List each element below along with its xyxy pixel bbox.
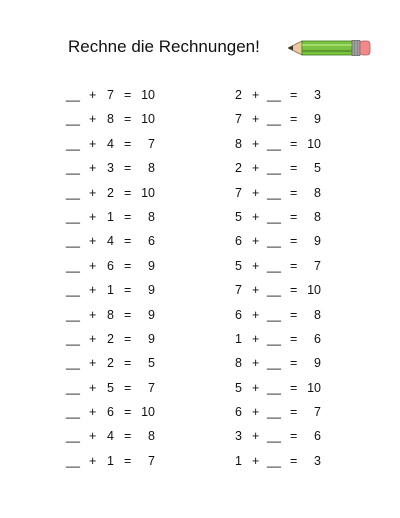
answer-blank[interactable]: __ [267, 88, 281, 102]
answer-blank[interactable]: __ [66, 185, 80, 200]
plus-sign: + [252, 258, 260, 273]
answer-blank[interactable]: __ [267, 380, 281, 395]
plus-sign: + [252, 307, 260, 322]
equation-row [60, 107, 200, 131]
plus-sign: + [89, 185, 97, 200]
equals-sign: = [124, 136, 132, 151]
answer-blank[interactable]: __ [66, 283, 80, 298]
equals-sign: = [124, 405, 132, 420]
sum: 8 [148, 429, 155, 444]
plus-sign: + [252, 185, 260, 200]
equation-row [60, 205, 200, 229]
first-addend: 7 [235, 112, 242, 127]
sum: 5 [148, 356, 155, 371]
equation-row [228, 351, 368, 375]
plus-sign: + [252, 209, 260, 224]
answer-blank[interactable]: __ [267, 283, 281, 298]
sum: 10 [307, 136, 321, 151]
answer-blank[interactable]: __ [66, 380, 80, 395]
equals-sign: = [124, 185, 132, 200]
equals-sign: = [124, 380, 132, 395]
second-addend: 8 [107, 112, 114, 127]
second-addend: 1 [107, 453, 114, 468]
plus-sign: + [252, 283, 260, 298]
equation-row [60, 351, 200, 375]
sum: 8 [148, 161, 155, 176]
second-addend: 2 [107, 356, 114, 371]
equals-sign: = [290, 331, 298, 346]
equation-row [228, 132, 368, 156]
first-addend: 5 [235, 209, 242, 224]
equation-row [60, 181, 200, 205]
equals-sign: = [124, 112, 132, 127]
sum: 9 [148, 331, 155, 346]
sum: 7 [314, 405, 321, 420]
plus-sign: + [89, 209, 97, 224]
sum: 10 [307, 380, 321, 395]
answer-blank[interactable]: __ [267, 234, 281, 249]
plus-sign: + [89, 405, 97, 420]
equals-sign: = [290, 112, 298, 127]
answer-blank[interactable]: __ [267, 429, 281, 444]
first-addend: 8 [235, 136, 242, 151]
equation-row [228, 205, 368, 229]
sum: 7 [148, 380, 155, 395]
plus-sign: + [89, 136, 97, 151]
equals-sign: = [124, 209, 132, 224]
equals-sign: = [124, 88, 132, 102]
answer-blank[interactable]: __ [267, 136, 281, 151]
first-addend: 2 [235, 161, 242, 176]
answer-blank[interactable]: __ [66, 258, 80, 273]
equation-row [60, 229, 200, 253]
equation-row [228, 107, 368, 131]
plus-sign: + [89, 331, 97, 346]
sum: 6 [314, 429, 321, 444]
second-addend: 6 [107, 405, 114, 420]
answer-blank[interactable]: __ [267, 307, 281, 322]
second-addend: 4 [107, 234, 114, 249]
second-addend: 1 [107, 209, 114, 224]
second-addend: 1 [107, 283, 114, 298]
equals-sign: = [124, 307, 132, 322]
sum: 10 [307, 283, 321, 298]
answer-blank[interactable]: __ [66, 136, 80, 151]
equals-sign: = [124, 283, 132, 298]
plus-sign: + [89, 429, 97, 444]
sum: 7 [148, 136, 155, 151]
sum: 9 [148, 307, 155, 322]
equals-sign: = [290, 380, 298, 395]
sum: 10 [141, 405, 155, 420]
answer-blank[interactable]: __ [66, 307, 80, 322]
equals-sign: = [290, 453, 298, 468]
equation-row [228, 278, 368, 302]
sum: 7 [148, 453, 155, 468]
sum: 7 [314, 258, 321, 273]
equation-row [228, 156, 368, 180]
plus-sign: + [252, 161, 260, 176]
equals-sign: = [290, 234, 298, 249]
equals-sign: = [124, 331, 132, 346]
first-addend: 7 [235, 283, 242, 298]
answer-blank[interactable]: __ [66, 112, 80, 127]
equals-sign: = [290, 209, 298, 224]
equation-row [60, 424, 200, 448]
equals-sign: = [290, 161, 298, 176]
equation-row [228, 303, 368, 327]
first-addend: 1 [235, 453, 242, 468]
answer-blank[interactable]: __ [66, 453, 80, 468]
answer-blank[interactable]: __ [267, 453, 281, 468]
equals-sign: = [290, 136, 298, 151]
right-exercise-column [228, 83, 368, 473]
plus-sign: + [252, 234, 260, 249]
plus-sign: + [89, 88, 97, 102]
equals-sign: = [290, 307, 298, 322]
equation-row [60, 376, 200, 400]
plus-sign: + [89, 234, 97, 249]
equation-row [60, 327, 200, 351]
page-title: Rechne die Rechnungen! [68, 37, 260, 56]
sum: 8 [148, 209, 155, 224]
plus-sign: + [252, 380, 260, 395]
sum: 8 [314, 209, 321, 224]
answer-blank[interactable]: __ [267, 331, 281, 346]
sum: 3 [314, 453, 321, 468]
sum: 10 [141, 112, 155, 127]
second-addend: 6 [107, 258, 114, 273]
equation-row [60, 303, 200, 327]
second-addend: 7 [107, 88, 114, 102]
answer-blank[interactable]: __ [66, 161, 80, 176]
first-addend: 2 [235, 88, 242, 102]
answer-blank[interactable]: __ [66, 88, 80, 102]
sum: 9 [314, 112, 321, 127]
equals-sign: = [124, 453, 132, 468]
sum: 8 [314, 185, 321, 200]
first-addend: 6 [235, 234, 242, 249]
plus-sign: + [89, 283, 97, 298]
answer-blank[interactable]: __ [267, 356, 281, 371]
equation-row [228, 181, 368, 205]
plus-sign: + [89, 453, 97, 468]
equals-sign: = [124, 161, 132, 176]
equation-row [60, 278, 200, 302]
plus-sign: + [252, 88, 260, 102]
second-addend: 8 [107, 307, 114, 322]
answer-blank[interactable]: __ [66, 331, 80, 346]
sum: 10 [141, 185, 155, 200]
equals-sign: = [290, 185, 298, 200]
equation-row [228, 400, 368, 424]
answer-blank[interactable]: __ [267, 258, 281, 273]
second-addend: 4 [107, 136, 114, 151]
equals-sign: = [124, 356, 132, 371]
sum: 5 [314, 161, 321, 176]
first-addend: 5 [235, 380, 242, 395]
plus-sign: + [89, 380, 97, 395]
equation-row [228, 424, 368, 448]
first-addend: 3 [235, 429, 242, 444]
equation-row [228, 376, 368, 400]
answer-blank[interactable]: __ [66, 209, 80, 224]
equation-row [228, 229, 368, 253]
sum: 8 [314, 307, 321, 322]
plus-sign: + [89, 307, 97, 322]
first-addend: 6 [235, 405, 242, 420]
second-addend: 2 [107, 185, 114, 200]
plus-sign: + [252, 112, 260, 127]
equation-row [228, 327, 368, 351]
pencil-icon [288, 37, 372, 59]
first-addend: 1 [235, 331, 242, 346]
plus-sign: + [89, 161, 97, 176]
answer-blank[interactable]: __ [267, 405, 281, 420]
equation-row [60, 449, 200, 473]
plus-sign: + [252, 331, 260, 346]
equation-row [60, 156, 200, 180]
plus-sign: + [89, 356, 97, 371]
equals-sign: = [290, 429, 298, 444]
first-addend: 8 [235, 356, 242, 371]
sum: 9 [314, 356, 321, 371]
plus-sign: + [252, 429, 260, 444]
first-addend: 6 [235, 307, 242, 322]
plus-sign: + [252, 136, 260, 151]
equals-sign: = [290, 356, 298, 371]
second-addend: 5 [107, 380, 114, 395]
answer-blank[interactable]: __ [66, 429, 80, 444]
first-addend: 7 [235, 185, 242, 200]
equation-row [228, 254, 368, 278]
answer-blank[interactable]: __ [267, 209, 281, 224]
sum: 6 [148, 234, 155, 249]
equation-row [60, 132, 200, 156]
equals-sign: = [124, 258, 132, 273]
sum: 6 [314, 331, 321, 346]
sum: 9 [148, 258, 155, 273]
answer-blank[interactable]: __ [267, 161, 281, 176]
equals-sign: = [290, 258, 298, 273]
second-addend: 3 [107, 161, 114, 176]
first-addend: 5 [235, 258, 242, 273]
answer-blank[interactable]: __ [267, 112, 281, 127]
answer-blank[interactable]: __ [66, 405, 80, 420]
equals-sign: = [124, 234, 132, 249]
sum: 9 [314, 234, 321, 249]
sum: 3 [314, 88, 321, 102]
left-exercise-column [60, 83, 200, 473]
equals-sign: = [290, 88, 298, 102]
equation-row [60, 400, 200, 424]
equation-row [60, 83, 200, 107]
plus-sign: + [252, 405, 260, 420]
answer-blank[interactable]: __ [267, 185, 281, 200]
answer-blank[interactable]: __ [66, 356, 80, 371]
plus-sign: + [252, 453, 260, 468]
sum: 9 [148, 283, 155, 298]
second-addend: 4 [107, 429, 114, 444]
equals-sign: = [290, 405, 298, 420]
equation-row [228, 83, 368, 107]
equation-row [228, 449, 368, 473]
plus-sign: + [89, 258, 97, 273]
equals-sign: = [124, 429, 132, 444]
second-addend: 2 [107, 331, 114, 346]
equals-sign: = [290, 283, 298, 298]
plus-sign: + [252, 356, 260, 371]
equation-row [60, 254, 200, 278]
sum: 10 [141, 88, 155, 102]
answer-blank[interactable]: __ [66, 234, 80, 249]
plus-sign: + [89, 112, 97, 127]
